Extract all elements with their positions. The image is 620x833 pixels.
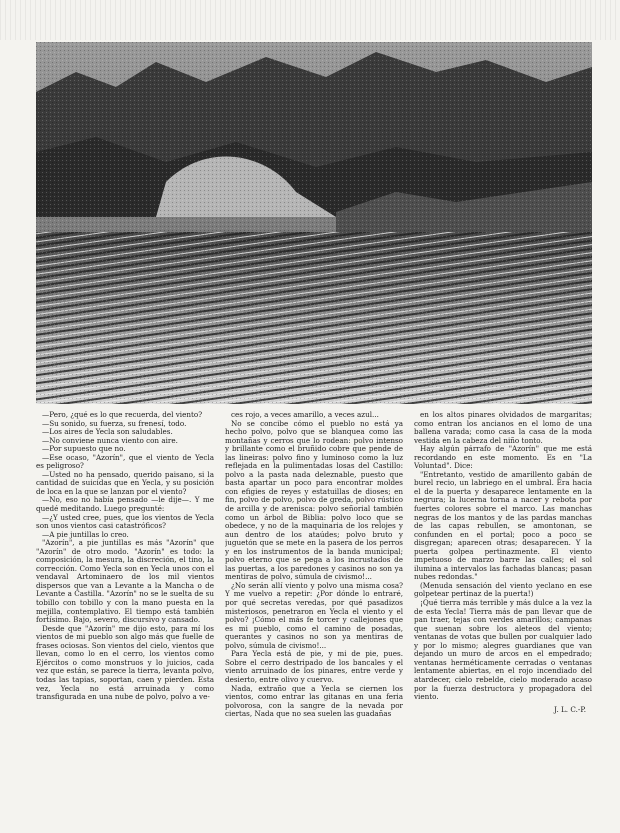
text-column-1 <box>36 411 214 821</box>
paragraph: "Entretanto, vestido de amarillento gabán de burel recio, un labriego en el umbral. Era hacia el de la puerta y desaparece lentamente en la negrura; la lucerna torna a nacer y rebota por fuertes colores sobre el marco. Las manchas negras de los mantos y de las pardas manchas de las capas rebullen, se amontonan, se confunden en el portal; poco a poco se disgregan; aparecen otras; desaparecen. Y la puerta golpea pertinazmente. El viento impetuoso de marzo barre las calles; el sol ilumina a intervalos las fachadas blancas; pasan nubes redondas." <box>414 469 592 582</box>
paragraph: No se concibe cómo el pueblo no está ya hecho polvo, polvo que se blanquea como las montañas y cerros que lo rodean: polvo intenso y brillante como el bruñido cobre que pende de las lineiras: polvo fino y luminoso como la luz reflejada en la pulimentadas losas del Castillo: polvo a la pasta nada deleznable, puesto que basta apartar un poco para encontrar moldes con efigies de reyes y estatuillas de dioses; en fin, polvo de polvo, polvo de greda, polvo rústico de arcilla y de arenisca: polvo señorial también como un árbol de Biblia: polvo loco que se obedece, y no de la maquinaria de los relojes y aun dentro de los ataúdes; polvo bruto y juguetón que se mete en la pasera de los perros y en los instrumentos de la banda municipal; polvo eterno que se pega a los incrustados de las puertas, a los paredones y casinos no son ya mentiras de polvo, súmula de civismo!... <box>225 418 403 582</box>
paragraph: —Su sonido, su fuerza, su frenesí, todo. <box>42 418 187 428</box>
paragraph: "Azorín", a pie juntillas es más "Azorín" que "Azorín" de otro modo. "Azorín" es todo: la composición, la mesura, la discreción, el tino, la corrección. Como Yecla son en Yecla unos con el vendaval Artominaero de los mil vientos dispersos que van a Levante a la Mancha o de Levante a Castilla. "Azorín" no se le suelta de su tobillo con tobillo y con la mano puesta en la mejilla, contemplativo. El tiempo está también fortísimo. Bajo, severo, discursivo y cansado. <box>36 538 214 625</box>
paragraph: —No, eso no había pensado —le dije—. Y me quedé meditando. Luego pregunté: <box>36 495 214 514</box>
paragraph: Para Yecla está de pie, y mi de pie, pues. Sobre el cerro destripado de los bancales y el viento arruinado de los pinares, entre verde y desierto, entre olivo y cuervo. <box>225 649 403 684</box>
paragraph: en los altos pinares olvidados de margaritas; como entran los ancianos en el lomo de una ballena varada; como casa la casa de la moda vestida en la cabeza del niño tonto. <box>414 411 592 445</box>
paragraph: —Por supuesto que no. <box>42 444 126 454</box>
article-body <box>36 411 592 821</box>
paragraph: —Pero, ¿qué es lo que recuerda, del viento? <box>42 411 203 419</box>
author-signature: J. L. C.-P. <box>554 704 586 714</box>
paragraph: (Menuda sensación del viento yeclano en ese golpetear pertinaz de la puerta!) <box>414 580 592 599</box>
paragraph: —Ese ocaso, "Azorín", que el viento de Yecla es peligroso? <box>36 452 214 471</box>
paragraph: ces rojo, a veces amarillo, a veces azul... <box>231 411 379 419</box>
page-top-margin <box>0 0 620 40</box>
paragraph: Desde que "Azorín" me dijo esto, para mí los vientos de mi pueblo son algo más que fuelle de frases ociosas. Son vientos del cielo, vientos que llevan, como lo en el cerro, los vientos como Ejércitos o como monstruos y lo juicios, cada vez que están, se parece la tierra, levanta polvo, todas las tapias, soportan, caen y pierden. Esta vez, Yecla no está arruinada y como transfigurada en una nube de polvo, polvo a ve- <box>36 623 214 702</box>
landscape-photo <box>36 42 592 404</box>
paragraph: —Los aires de Yecla son saludables. <box>42 427 173 437</box>
paragraph: Hay algún párrafo de "Azorín" que me está recordando en este momento. Es en "La Voluntad". Dice: <box>414 444 592 471</box>
paragraph: Nada, extraño que a Yecla se ciernen los vientos, como entrar las gitanas en una feria polvorosa, con la sangre de la nevada por ciertas, Nada que no sea suelen las guadañas <box>225 683 403 719</box>
text-column-3 <box>414 411 592 821</box>
paragraph: —Usted no ha pensado, querido paisano, si la cantidad de suicidas que en Yecla, y su posición de loca en la que se lanzan por el viento? <box>36 469 214 496</box>
paragraph: —A pie juntillas lo creo. <box>42 529 129 539</box>
landscape-photo-icon <box>36 42 592 404</box>
text-column-2 <box>225 411 403 821</box>
paragraph: —No conviene nunca viento con aire. <box>42 435 178 445</box>
paragraph: ¡Qué tierra más terrible y más dulce a la vez la de esta Yecla! Tierra más de pan llevar que de pan traer, tejas con verdes amarillos; campanas que suenan sobre los aleteos del viento; ventanas de votas que bullen por cualquier lado y por lo mismo; alegres guardianes que van dejando un muro de arcos en el empedrado; ventanas herméticamente cerradas o ventanas lentamente abiertas, en el rojo incendiado del atardecer, cielo rebelde, cielo moderado acaso por la fuerza destructora y propagadora del viento. <box>414 598 592 702</box>
paragraph: —¿Y usted cree, pues, que los vientos de Yecla son unos vientos casi catastróficos? <box>36 512 214 531</box>
paragraph: ¿No serán allí viento y polvo una misma cosa? Y me vuelvo a repetir: ¿Por dónde lo entraré, por qué secretas veredas, por qué pasadizos misteriosos, penetraron en Yecla el viento y el polvo? ¡Cómo el más fe torcer y callejones que es mi pueblo, como el camino de posadas, querantes y casinos no son ya mentiras de polvo, súmula de civismo!... <box>225 580 403 650</box>
